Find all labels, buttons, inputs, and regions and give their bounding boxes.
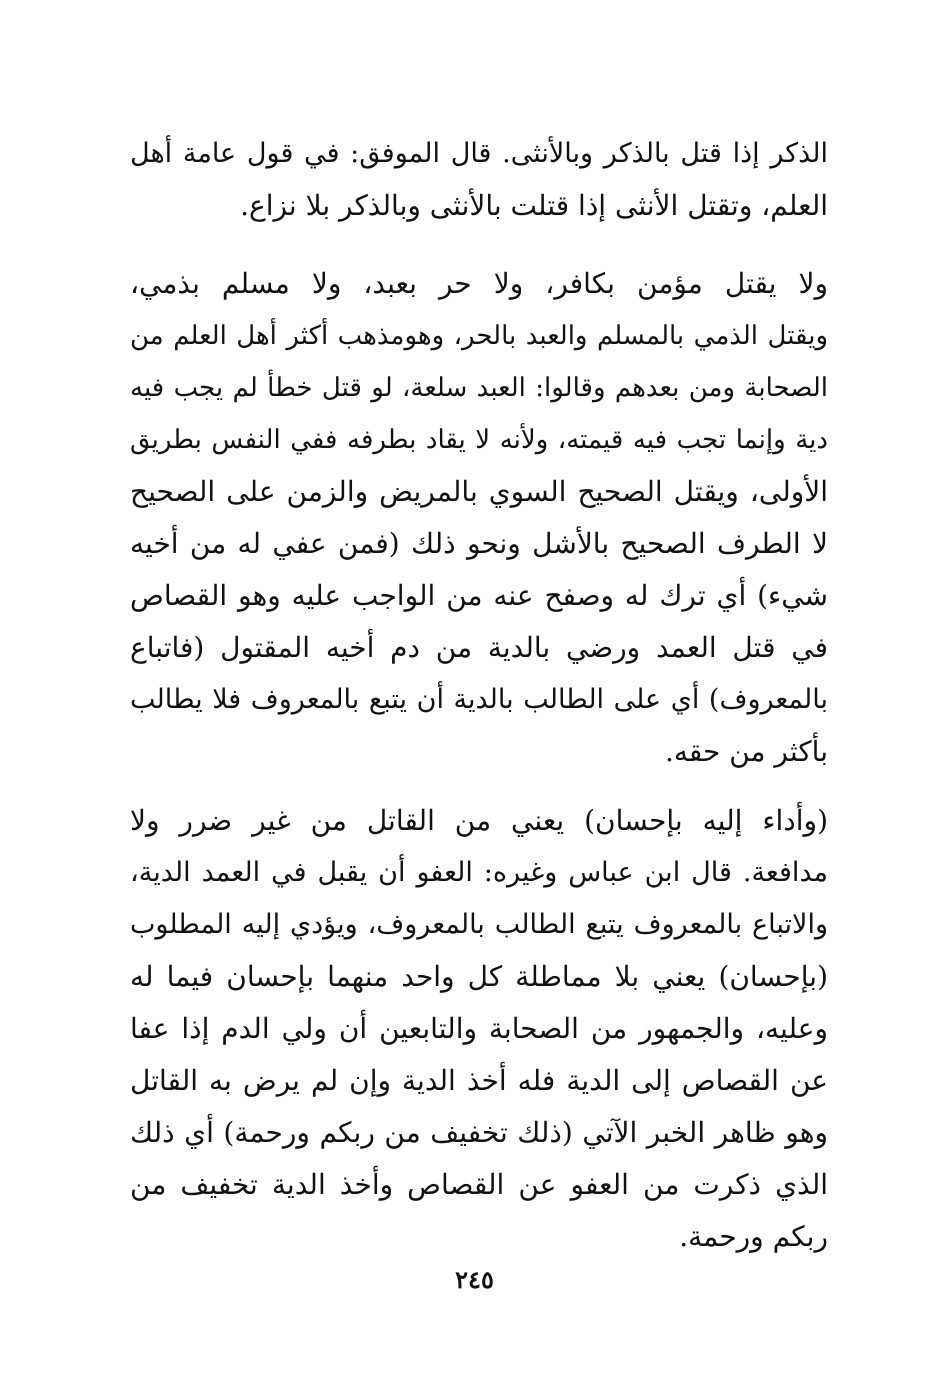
paragraph-3 bbox=[130, 795, 828, 1263]
text-line: الصحابة ومن بعدهم وقالوا: العبد سلعة، لو قتل خطأ لم يجب فيه bbox=[130, 373, 828, 403]
text-line: ولا يقتل مؤمن بكافر، ولا حر بعبد، ولا مسلم بذمي، bbox=[130, 267, 828, 300]
paragraph-1 bbox=[130, 128, 828, 232]
text-line: والاتباع بالمعروف يتبع الطالب بالمعروف، ويؤدي إليه المطلوب bbox=[130, 909, 828, 940]
text-line: وعليه، والجمهور من الصحابة والتابعين أن ولي الدم إذا عفا bbox=[130, 1012, 828, 1045]
text-line: الذكر إذا قتل بالذكر وبالأنثى. قال الموفق: في قول عامة أهل bbox=[130, 138, 828, 169]
text-line: الذي ذكرت من العفو عن القصاص وأخذ الدية تخفيف من bbox=[130, 1168, 828, 1201]
text-line: ويقتل الذمي بالمسلم والعبد بالحر، وهومذهب أكثر أهل العلم من bbox=[130, 321, 828, 351]
text-line: العلم، وتقتل الأنثى إذا قتلت بالأنثى وبالذكر بلا نزاع. bbox=[240, 189, 828, 222]
text-line: عن القصاص إلى الدية فله أخذ الدية وإن لم يرض به القاتل bbox=[130, 1064, 828, 1097]
text-line: ربكم ورحمة. bbox=[679, 1220, 828, 1253]
text-line: وهو ظاهر الخبر الآتي (ذلك تخفيف من ربكم ورحمة) أي ذلك bbox=[130, 1116, 828, 1149]
text-line: الأولى، ويقتل الصحيح السوي بالمريض والزمن على الصحيح bbox=[130, 475, 828, 508]
text-line: شيء) أي ترك له وصفح عنه من الواجب عليه وهو القصاص bbox=[130, 579, 828, 612]
text-line: بالمعروف) أي على الطالب بالدية أن يتبع بالمعروف فلا يطالب bbox=[130, 684, 828, 715]
text-line: دية وإنما تجب فيه قيمته، ولأنه لا يقاد بطرفه ففي النفس بطريق bbox=[130, 425, 828, 455]
page-number: ٢٤٥ bbox=[455, 1265, 494, 1294]
text-line: (وأداء إليه بإحسان) يعني من القاتل من غير ضرر ولا bbox=[130, 804, 828, 837]
text-line: (بإحسان) يعني بلا مماطلة كل واحد منهما بإحسان فيما له bbox=[130, 960, 828, 993]
text-line: بأكثر من حقه. bbox=[664, 735, 828, 768]
text-line: في قتل العمد ورضي بالدية من دم أخيه المقتول (فاتباع bbox=[130, 631, 828, 664]
paragraph-2 bbox=[130, 258, 828, 778]
text-line: مدافعة. قال ابن عباس وغيره: العفو أن يقبل في العمد الدية، bbox=[130, 857, 828, 888]
text-line: لا الطرف الصحيح بالأشل ونحو ذلك (فمن عفي له من أخيه bbox=[130, 527, 828, 560]
